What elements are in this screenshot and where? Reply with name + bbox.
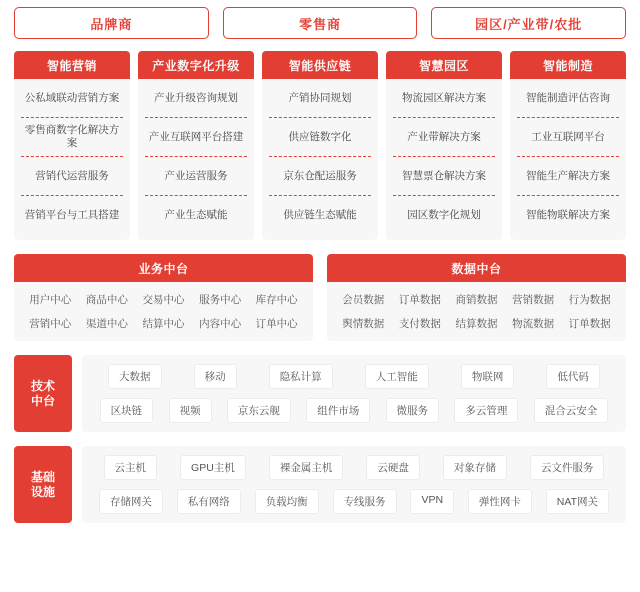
panel-business-middle-platform	[14, 254, 313, 341]
column-items	[14, 79, 130, 234]
band-label-line1: 基础	[30, 469, 55, 484]
list-item[interactable]: 智慧票仓解决方案	[393, 157, 495, 196]
tag-item[interactable]: 云硬盘	[366, 455, 420, 480]
tag-row	[92, 364, 616, 389]
tag-item[interactable]: 混合云安全	[534, 398, 609, 423]
column-title: 智能营销	[14, 51, 130, 79]
panel-data-middle-platform	[327, 254, 626, 341]
tag-item[interactable]: 人工智能	[365, 364, 429, 389]
tag-item[interactable]: 对象存储	[443, 455, 507, 480]
band-label	[14, 446, 72, 523]
tag-item[interactable]: 多云管理	[454, 398, 518, 423]
column-industry-digital-upgrade	[138, 51, 254, 240]
chip-row	[335, 292, 618, 307]
list-item[interactable]: 智能制造评估咨询	[517, 79, 619, 118]
top-tab-retailer[interactable]: 零售商	[223, 7, 418, 39]
band-body	[82, 355, 626, 432]
list-item[interactable]: 园区数字化规划	[407, 208, 481, 221]
chip-item[interactable]: 订单中⼼	[255, 318, 298, 330]
top-tab-park[interactable]: 园区/产业带/农批	[431, 7, 626, 39]
tag-item[interactable]: 移动	[194, 364, 237, 389]
tag-item[interactable]: 专线服务	[333, 489, 397, 514]
column-smart-park	[386, 51, 502, 240]
list-item[interactable]: 零售商数字化解决方案	[21, 118, 123, 157]
column-smart-manufacturing	[510, 51, 626, 240]
tag-item[interactable]: VPN	[410, 489, 454, 514]
chip-row	[22, 316, 305, 331]
solution-columns	[14, 51, 626, 240]
chip-item[interactable]: 用户中⼼	[29, 294, 72, 306]
chip-item[interactable]: 订单数据	[568, 318, 611, 330]
list-item[interactable]: 产业互联网平台搭建	[145, 118, 247, 157]
chip-item[interactable]: 结算中⼼	[142, 318, 185, 330]
tag-row	[92, 398, 616, 423]
chip-row	[335, 316, 618, 331]
chip-item[interactable]: 商销数据	[455, 294, 498, 306]
chip-item[interactable]: 订单数据	[398, 294, 441, 306]
tag-item[interactable]: NAT网关	[546, 489, 609, 514]
panel-body	[14, 282, 313, 331]
column-items	[510, 79, 626, 234]
top-tab-row	[14, 0, 626, 39]
chip-item[interactable]: 服务中⼼	[199, 294, 242, 306]
chip-item[interactable]: 内容中⼼	[199, 318, 242, 330]
chip-item[interactable]: 营销中⼼	[29, 318, 72, 330]
column-items	[138, 79, 254, 234]
list-item[interactable]: 供应链生态赋能	[283, 208, 357, 221]
chip-item[interactable]: 行为数据	[568, 294, 611, 306]
panel-title: 数据中台	[327, 254, 626, 282]
tag-item[interactable]: 弹性网卡	[468, 489, 532, 514]
tag-item[interactable]: 低代码	[546, 364, 600, 389]
list-item[interactable]: 营销平台与工具搭建	[24, 208, 120, 221]
tag-item[interactable]: 云文件服务	[530, 455, 605, 480]
list-item[interactable]: 京东仓配运服务	[269, 157, 371, 196]
chip-item[interactable]: 会员数据	[342, 294, 385, 306]
tag-item[interactable]: 裸金属主机	[269, 455, 344, 480]
column-smart-marketing	[14, 51, 130, 240]
tag-item[interactable]: 物联网	[461, 364, 515, 389]
column-title: 智能供应链	[262, 51, 378, 79]
list-item[interactable]: 产销协同规划	[269, 79, 371, 118]
tag-item[interactable]: 区块链	[100, 398, 154, 423]
top-tab-brand[interactable]: 品牌商	[14, 7, 209, 39]
tag-item[interactable]: GPU主机	[180, 455, 246, 480]
column-items	[386, 79, 502, 234]
chip-item[interactable]: 舆情数据	[342, 318, 385, 330]
chip-item[interactable]: 支付数据	[398, 318, 441, 330]
tag-item[interactable]: 微服务	[386, 398, 440, 423]
column-title: 智慧园区	[386, 51, 502, 79]
chip-item[interactable]: 渠道中⼼	[85, 318, 128, 330]
list-item[interactable]: 工业互联网平台	[517, 118, 619, 157]
tag-item[interactable]: 组件市场	[306, 398, 370, 423]
tag-item[interactable]: 存储网关	[99, 489, 163, 514]
list-item[interactable]: 智能生产解决方案	[517, 157, 619, 196]
chip-item[interactable]: 结算数据	[455, 318, 498, 330]
column-smart-supply-chain	[262, 51, 378, 240]
list-item[interactable]: 公私域联动营销方案	[21, 79, 123, 118]
chip-item[interactable]: 物流数据	[512, 318, 555, 330]
panel-title: 业务中台	[14, 254, 313, 282]
band-label-line1: 技术	[30, 378, 55, 393]
band-label-line2: 中台	[30, 393, 55, 408]
list-item[interactable]: 产业带解决方案	[393, 118, 495, 157]
chip-item[interactable]: 交易中⼼	[142, 294, 185, 306]
tag-row	[92, 455, 616, 480]
list-item[interactable]: 产业运营服务	[145, 157, 247, 196]
column-items	[262, 79, 378, 234]
tag-item[interactable]: 隐私计算	[269, 364, 333, 389]
list-item[interactable]: 产业生态赋能	[164, 208, 228, 221]
panel-body	[327, 282, 626, 331]
chip-row	[22, 292, 305, 307]
tag-item[interactable]: 京东云舰	[227, 398, 291, 423]
tag-item[interactable]: 私有网络	[177, 489, 241, 514]
tag-item[interactable]: 大数据	[108, 364, 162, 389]
list-item[interactable]: 物流园区解决方案	[393, 79, 495, 118]
column-title: 智能制造	[510, 51, 626, 79]
band-infrastructure	[14, 446, 626, 523]
column-title: 产业数字化升级	[138, 51, 254, 79]
band-technology-platform	[14, 355, 626, 432]
chip-item[interactable]: 库存中⼼	[255, 294, 298, 306]
tag-item[interactable]: 视频	[169, 398, 212, 423]
band-label	[14, 355, 72, 432]
list-item[interactable]: 营销代运营服务	[21, 157, 123, 196]
tag-row	[92, 489, 616, 514]
list-item[interactable]: 供应链数字化	[269, 118, 371, 157]
band-label-line2: 设施	[30, 484, 55, 499]
list-item[interactable]: 智能物联解决方案	[526, 208, 610, 221]
tag-item[interactable]: 云主机	[104, 455, 158, 480]
tag-item[interactable]: 负载均衡	[255, 489, 319, 514]
chip-item[interactable]: 商品中⼼	[85, 294, 128, 306]
middle-platform-row	[14, 254, 626, 341]
chip-item[interactable]: 营销数据	[512, 294, 555, 306]
band-body	[82, 446, 626, 523]
list-item[interactable]: 产业升级咨询规划	[145, 79, 247, 118]
